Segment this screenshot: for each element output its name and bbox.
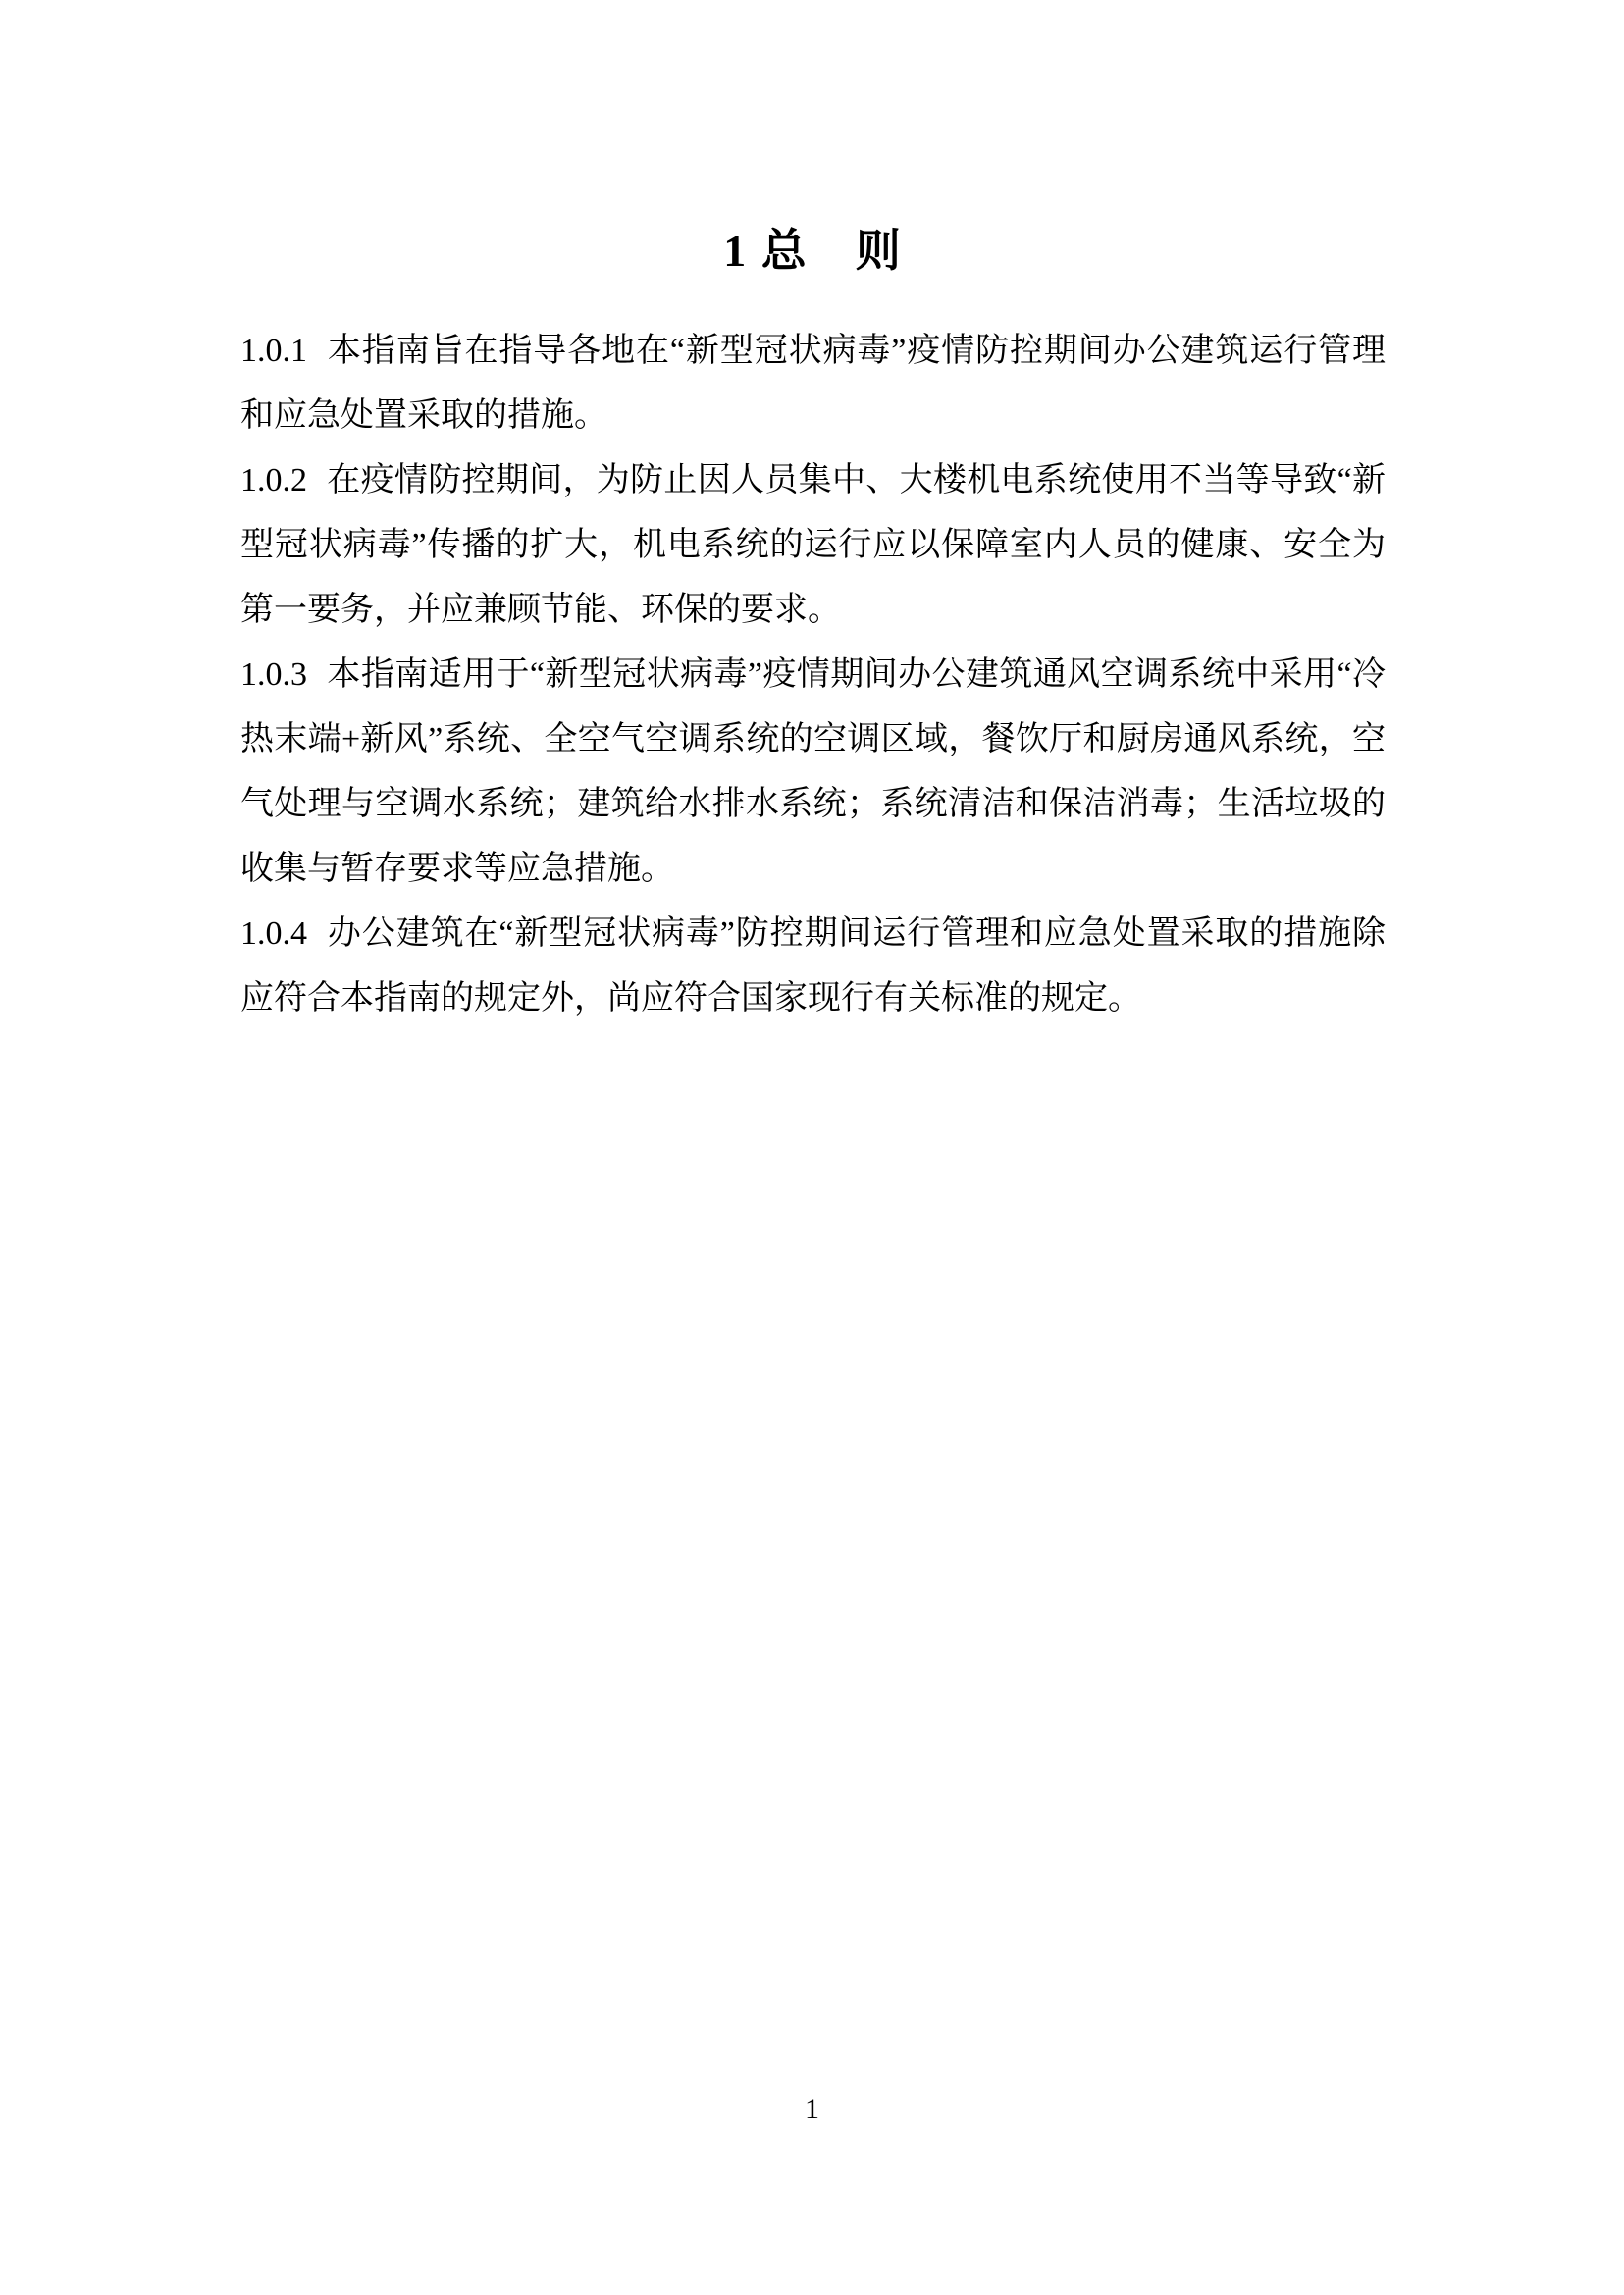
paragraph-text: 在疫情防控期间，为防止因人员集中、大楼机电系统使用不当等导致“新型冠状病毒”传播的扩大，机电系统的运行应以保障室内人员的健康、安全为第一要务，并应兼顾节能、环保的要求。 <box>240 462 1386 629</box>
page-number: 1 <box>805 2093 819 2125</box>
paragraph-text: 本指南旨在指导各地在“新型冠状病毒”疫情防控期间办公建筑运行管理和应急处置采取的措施。 <box>240 333 1386 435</box>
paragraph-number: 1.0.3 <box>240 656 307 694</box>
paragraph-number: 1.0.1 <box>240 333 307 370</box>
page-title: 1 总 则 <box>723 226 903 276</box>
paragraph-number: 1.0.2 <box>240 462 307 499</box>
paragraph <box>240 319 1386 448</box>
paragraph-text: 办公建筑在“新型冠状病毒”防控期间运行管理和应急处置采取的措施除应符合本指南的规定外，尚应符合国家现行有关标准的规定。 <box>240 915 1386 1017</box>
paragraph-text: 本指南适用于“新型冠状病毒”疫情期间办公建筑通风空调系统中采用“冷热末端+新风”系统、全空气空调系统的空调区域，餐饮厅和厨房通风系统，空气处理与空调水系统；建筑给水排水系统；系统清洁和保洁消毒；生活垃圾的收集与暂存要求等应急措施。 <box>240 656 1386 888</box>
paragraph <box>240 448 1386 643</box>
document-body <box>240 319 1386 1031</box>
page-content <box>240 0 1386 1031</box>
paragraph <box>240 643 1386 902</box>
paragraph <box>240 902 1386 1031</box>
paragraph-number: 1.0.4 <box>240 915 307 953</box>
